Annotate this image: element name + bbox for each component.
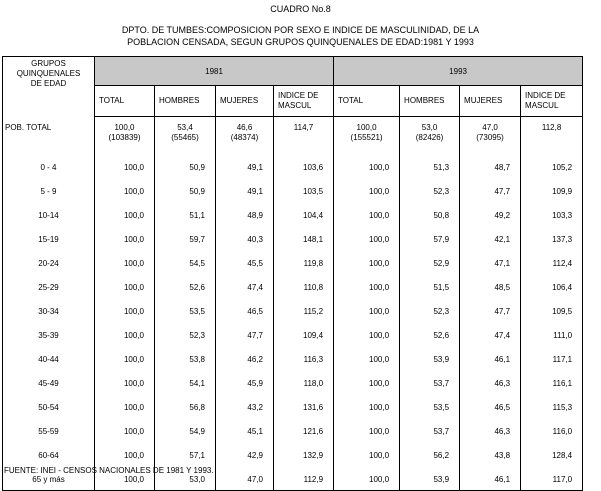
- row-label: 0 - 4: [3, 155, 95, 179]
- cell-mujeres-1993: 47,7: [460, 299, 521, 323]
- cell-total-1981: 100,0: [95, 323, 155, 347]
- row-label: 45-49: [3, 371, 95, 395]
- cell-indice-1981: 104,4: [274, 203, 334, 227]
- indice-line-1: INDICE DE: [278, 91, 319, 100]
- cell-indice-1993: 106,4: [521, 275, 583, 299]
- cell-indice-1981: 103,6: [274, 155, 334, 179]
- cell-mujeres-1993: 43,8: [460, 443, 521, 467]
- cell-hombres-1993: 52,6: [400, 323, 460, 347]
- cell-indice-1993: 115,3: [521, 395, 583, 419]
- cell-indice-1993: 117,0: [521, 467, 583, 491]
- row-label: 50-54: [3, 395, 95, 419]
- cell-hombres-1981: 51,1: [155, 203, 216, 227]
- row-label: 30-34: [3, 299, 95, 323]
- cell-total-1981: 100,0: [95, 179, 155, 203]
- cell-total-1993: 100,0: [334, 275, 400, 299]
- cell-mujeres-1981: 47,7: [216, 323, 274, 347]
- cell-hombres-1993: 51,5: [400, 275, 460, 299]
- row-label: 20-24: [3, 251, 95, 275]
- cell-mujeres-1993: 47,1: [460, 251, 521, 275]
- row-label: 65 y más: [3, 467, 95, 491]
- cell-mujeres-1993: 46,3: [460, 419, 521, 443]
- table-row: [3, 443, 583, 467]
- cell-indice-1981: 148,1: [274, 227, 334, 251]
- cell-hombres-1981: 56,8: [155, 395, 216, 419]
- cell-mujeres-1981: 46,5: [216, 299, 274, 323]
- cell-hombres-1993: 50,8: [400, 203, 460, 227]
- cell-mujeres-1981: 46,2: [216, 347, 274, 371]
- cell-hombres-1981: 50,9: [155, 179, 216, 203]
- table-row: [3, 155, 583, 179]
- cell-mujeres-1993: 47,0 (73095): [460, 117, 521, 155]
- row-label: POB. TOTAL: [3, 117, 95, 155]
- cell-indice-1993: 116,0: [521, 419, 583, 443]
- cell-indice-1993: 112,8: [521, 117, 583, 155]
- row-label: 15-19: [3, 227, 95, 251]
- table-title: [0, 24, 601, 48]
- cell-mujeres-1993: 46,3: [460, 371, 521, 395]
- row-pob-total: [3, 117, 583, 155]
- cell-indice-1993: 103,3: [521, 203, 583, 227]
- grupos-line-1: GRUPOS: [31, 59, 66, 68]
- cell-mujeres-1993: 48,5: [460, 275, 521, 299]
- cell-total-1981: 100,0: [95, 299, 155, 323]
- table-row: [3, 203, 583, 227]
- row-label: 10-14: [3, 203, 95, 227]
- header-mujeres-1993: MUJERES: [460, 86, 521, 117]
- cell-mujeres-1981: 49,1: [216, 179, 274, 203]
- cell-hombres-1993: 52,3: [400, 299, 460, 323]
- table-row: [3, 419, 583, 443]
- row-label: 55-59: [3, 419, 95, 443]
- cell-indice-1981: 119,8: [274, 251, 334, 275]
- header-total-1981: TOTAL: [95, 86, 155, 117]
- row-label: 35-39: [3, 323, 95, 347]
- grupos-line-2: QUINQUENALES: [16, 69, 81, 78]
- cell-hombres-1993: 53,7: [400, 371, 460, 395]
- header-year-1993: 1993: [334, 57, 583, 86]
- cell-hombres-1981: 52,3: [155, 323, 216, 347]
- cell-hombres-1993: 56,2: [400, 443, 460, 467]
- table-row: [3, 347, 583, 371]
- cell-hombres-1993: 51,3: [400, 155, 460, 179]
- cell-indice-1993: 109,9: [521, 179, 583, 203]
- cell-indice-1993: 117,1: [521, 347, 583, 371]
- header-hombres-1981: HOMBRES: [155, 86, 216, 117]
- cell-indice-1993: 128,4: [521, 443, 583, 467]
- title-line-1: DPTO. DE TUMBES:COMPOSICION POR SEXO E INDICE DE MASCULINIDAD, DE LA: [121, 25, 480, 35]
- cell-total-1993: 100,0: [334, 347, 400, 371]
- cell-hombres-1993: 53,0 (82426): [400, 117, 460, 155]
- indice-line-1: INDICE DE: [525, 91, 566, 100]
- cell-total-1981: 100,0: [95, 251, 155, 275]
- cell-hombres-1981: 57,1: [155, 443, 216, 467]
- cuadro-number: CUADRO No.8: [270, 4, 331, 14]
- cell-hombres-1981: 54,9: [155, 419, 216, 443]
- cell-mujeres-1981: 48,9: [216, 203, 274, 227]
- cell-mujeres-1993: 46,1: [460, 347, 521, 371]
- cell-total-1993: 100,0: [334, 299, 400, 323]
- cell-total-1981: 100,0: [95, 371, 155, 395]
- cell-mujeres-1993: 49,2: [460, 203, 521, 227]
- cell-hombres-1981: 53,8: [155, 347, 216, 371]
- cell-indice-1993: 105,2: [521, 155, 583, 179]
- cell-total-1981: 100,0: [95, 419, 155, 443]
- cell-mujeres-1981: 47,4: [216, 275, 274, 299]
- cell-indice-1993: 116,1: [521, 371, 583, 395]
- cell-hombres-1993: 52,9: [400, 251, 460, 275]
- cell-total-1993: 100,0: [334, 419, 400, 443]
- cell-total-1993: 100,0: [334, 155, 400, 179]
- cell-total-1993: 100,0: [334, 443, 400, 467]
- source-note: FUENTE: INEI - CENSOS NACIONALES DE 1981 Y 1993.: [4, 466, 214, 475]
- cell-mujeres-1993: 46,5: [460, 395, 521, 419]
- grupos-line-3: DE EDAD: [30, 79, 67, 88]
- cell-total-1981: 100,0: [95, 275, 155, 299]
- cell-total-1993: 100,0: [334, 467, 400, 491]
- cell-hombres-1981: 54,1: [155, 371, 216, 395]
- header-hombres-1993: HOMBRES: [400, 86, 460, 117]
- cell-total-1981: 100,0: [95, 227, 155, 251]
- cell-mujeres-1993: 46,1: [460, 467, 521, 491]
- table-row: [3, 371, 583, 395]
- cell-total-1981: 100,0: [95, 443, 155, 467]
- cell-total-1993: 100,0: [334, 371, 400, 395]
- cell-indice-1993: 109,5: [521, 299, 583, 323]
- cell-indice-1993: 137,3: [521, 227, 583, 251]
- cell-indice-1981: 115,2: [274, 299, 334, 323]
- cell-hombres-1981: 50,9: [155, 155, 216, 179]
- cell-hombres-1981: 54,5: [155, 251, 216, 275]
- table-row: [3, 323, 583, 347]
- cell-total-1981: 100,0: [95, 467, 155, 491]
- cell-mujeres-1981: 46,6 (48374): [216, 117, 274, 155]
- data-table: [2, 56, 583, 491]
- cell-hombres-1993: 53,9: [400, 347, 460, 371]
- cell-mujeres-1993: 48,7: [460, 155, 521, 179]
- cell-mujeres-1981: 42,9: [216, 443, 274, 467]
- cell-total-1981: 100,0: [95, 155, 155, 179]
- cell-indice-1993: 112,4: [521, 251, 583, 275]
- cell-total-1993: 100,0: [334, 179, 400, 203]
- indice-line-2: MASCUL: [278, 101, 312, 110]
- table-row: [3, 179, 583, 203]
- cell-indice-1981: 114,7: [274, 117, 334, 155]
- cell-total-1993: 100,0: [334, 227, 400, 251]
- indice-line-2: MASCUL: [525, 101, 559, 110]
- cell-mujeres-1993: 47,7: [460, 179, 521, 203]
- cell-indice-1981: 103,5: [274, 179, 334, 203]
- cell-hombres-1981: 52,6: [155, 275, 216, 299]
- table-row: [3, 275, 583, 299]
- cell-total-1993: 100,0 (155521): [334, 117, 400, 155]
- cell-hombres-1981: 53,4 (55465): [155, 117, 216, 155]
- title-line-2: POBLACION CENSADA, SEGUN GRUPOS QUINQUENALES DE EDAD:1981 Y 1993: [127, 37, 474, 47]
- cell-total-1993: 100,0: [334, 251, 400, 275]
- cell-hombres-1993: 53,7: [400, 419, 460, 443]
- header-grupos: [3, 57, 95, 117]
- cell-hombres-1981: 53,5: [155, 299, 216, 323]
- header-indice-1993: [521, 86, 583, 117]
- cell-total-1993: 100,0: [334, 203, 400, 227]
- cell-mujeres-1981: 45,9: [216, 371, 274, 395]
- table-row: [3, 251, 583, 275]
- row-label: 40-44: [3, 347, 95, 371]
- cell-mujeres-1993: 47,4: [460, 323, 521, 347]
- row-label: 25-29: [3, 275, 95, 299]
- cell-total-1981: 100,0: [95, 395, 155, 419]
- cell-mujeres-1981: 40,3: [216, 227, 274, 251]
- cell-indice-1981: 110,8: [274, 275, 334, 299]
- table-row: [3, 395, 583, 419]
- cell-indice-1981: 112,9: [274, 467, 334, 491]
- cell-hombres-1993: 53,9: [400, 467, 460, 491]
- cell-indice-1981: 121,6: [274, 419, 334, 443]
- row-label: 60-64: [3, 443, 95, 467]
- header-year-1981: 1981: [95, 57, 334, 86]
- cell-hombres-1993: 57,9: [400, 227, 460, 251]
- cell-hombres-1993: 52,3: [400, 179, 460, 203]
- table-row: [3, 299, 583, 323]
- header-total-1993: TOTAL: [334, 86, 400, 117]
- cell-mujeres-1981: 45,5: [216, 251, 274, 275]
- cell-indice-1981: 118,0: [274, 371, 334, 395]
- cell-indice-1981: 109,4: [274, 323, 334, 347]
- table-row: [3, 227, 583, 251]
- cell-total-1981: 100,0: [95, 347, 155, 371]
- cell-indice-1981: 132,9: [274, 443, 334, 467]
- row-label: 5 - 9: [3, 179, 95, 203]
- cell-total-1993: 100,0: [334, 395, 400, 419]
- cell-mujeres-1981: 47,0: [216, 467, 274, 491]
- cell-mujeres-1981: 43,2: [216, 395, 274, 419]
- cell-mujeres-1981: 49,1: [216, 155, 274, 179]
- cell-indice-1981: 131,6: [274, 395, 334, 419]
- cell-hombres-1981: 59,7: [155, 227, 216, 251]
- cell-mujeres-1981: 45,1: [216, 419, 274, 443]
- cell-total-1981: 100,0 (103839): [95, 117, 155, 155]
- cell-hombres-1981: 53,0: [155, 467, 216, 491]
- header-indice-1981: [274, 86, 334, 117]
- cell-total-1993: 100,0: [334, 323, 400, 347]
- cell-indice-1981: 116,3: [274, 347, 334, 371]
- cell-mujeres-1993: 42,1: [460, 227, 521, 251]
- header-mujeres-1981: MUJERES: [216, 86, 274, 117]
- cell-hombres-1993: 53,5: [400, 395, 460, 419]
- cell-total-1981: 100,0: [95, 203, 155, 227]
- cell-indice-1993: 111,0: [521, 323, 583, 347]
